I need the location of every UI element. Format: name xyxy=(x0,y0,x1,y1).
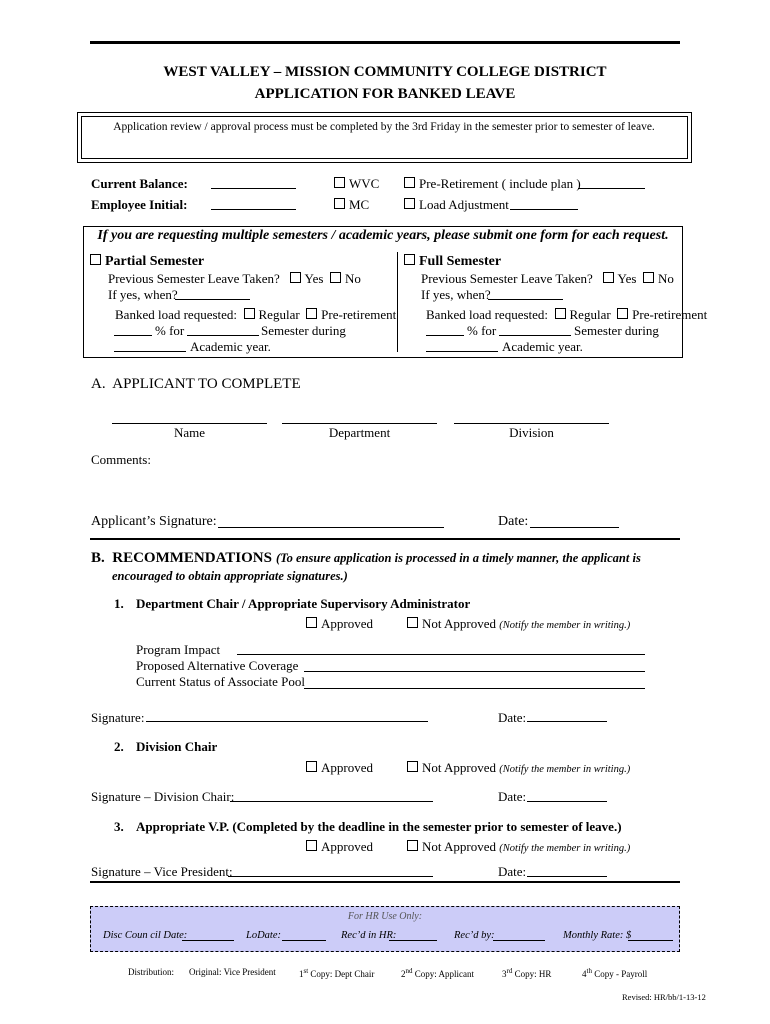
log-date-field[interactable] xyxy=(282,940,326,941)
item2-number: 2. xyxy=(114,739,124,754)
department-label: Department xyxy=(328,425,391,440)
partial-if-yes-field[interactable] xyxy=(175,299,250,300)
section-a-bottom-rule xyxy=(90,538,680,540)
distribution-original: Original: Vice President xyxy=(189,967,276,977)
division-chair-signature-field[interactable] xyxy=(230,801,433,802)
applicant-date-field[interactable] xyxy=(530,527,619,528)
full-if-yes-label: If yes, when? xyxy=(421,287,491,302)
distribution-copy4: 4th Copy - Payroll xyxy=(582,967,648,979)
top-rule xyxy=(90,41,680,44)
checkbox-icon[interactable] xyxy=(603,272,614,283)
vp-signature-label: Signature – Vice President: xyxy=(91,864,233,879)
item1-signature-label: Signature: xyxy=(91,710,145,725)
program-impact-field[interactable] xyxy=(237,654,645,655)
recd-by-label: Rec’d by: xyxy=(454,930,495,941)
checkbox-icon xyxy=(306,840,317,851)
checkbox-icon xyxy=(334,198,345,209)
name-label: Name xyxy=(173,425,206,440)
applicant-signature-field[interactable] xyxy=(218,527,444,528)
hr-box-title: For HR Use Only: xyxy=(347,911,423,922)
full-percent-field[interactable] xyxy=(426,335,464,336)
department-field[interactable] xyxy=(282,423,437,424)
semester-instruction: If you are requesting multiple semesters / academic years, please submit one form for each request. xyxy=(97,228,669,243)
partial-if-yes-label: If yes, when? xyxy=(108,287,178,302)
load-adjustment-field[interactable] xyxy=(510,209,578,210)
partial-pct-for: % for xyxy=(155,323,185,338)
comments-label: Comments: xyxy=(91,452,151,467)
full-semester-option[interactable]: Full Semester xyxy=(404,254,501,270)
checkbox-icon xyxy=(404,177,415,188)
full-academic-year: Academic year. xyxy=(502,339,583,354)
partial-percent-field[interactable] xyxy=(114,335,152,336)
load-adjustment-option[interactable]: Load Adjustment xyxy=(404,197,509,213)
checkbox-icon xyxy=(90,254,101,265)
item2-date-field[interactable] xyxy=(527,801,607,802)
item3-date-label: Date: xyxy=(498,864,527,879)
distribution-copy3: 3rd Copy: HR xyxy=(502,967,552,979)
full-banked-load: Banked load requested: Regular Pre-retirement xyxy=(426,307,708,322)
checkbox-icon[interactable] xyxy=(617,308,628,319)
checkbox-icon[interactable] xyxy=(244,308,255,319)
partial-banked-load: Banked load requested: Regular Pre-retirement xyxy=(115,307,397,322)
item1-approved[interactable]: Approved xyxy=(306,616,373,632)
applicant-date-label: Date: xyxy=(498,514,529,529)
employee-initial-field[interactable] xyxy=(211,209,296,210)
comments-area[interactable] xyxy=(91,470,681,505)
checkbox-icon xyxy=(306,617,317,628)
alt-coverage-field[interactable] xyxy=(304,671,645,672)
checkbox-icon[interactable] xyxy=(290,272,301,283)
division-label: Division xyxy=(509,425,554,440)
distribution-copy2: 2nd Copy: Applicant xyxy=(401,967,474,979)
current-balance-field[interactable] xyxy=(211,188,296,189)
recd-hr-field[interactable] xyxy=(389,940,437,941)
monthly-rate-field[interactable] xyxy=(628,940,673,941)
assoc-pool-field[interactable] xyxy=(304,688,645,689)
checkbox-icon[interactable] xyxy=(643,272,654,283)
item1-title: Department Chair / Appropriate Supervisory Administrator xyxy=(136,596,471,611)
item3-date-field[interactable] xyxy=(527,876,607,877)
item2-date-label: Date: xyxy=(498,789,527,804)
disc-council-field[interactable] xyxy=(182,940,234,941)
division-field[interactable] xyxy=(454,423,609,424)
checkbox-icon xyxy=(404,254,415,265)
distribution-copy1: 1st Copy: Dept Chair xyxy=(299,967,375,979)
section-b-bottom-rule xyxy=(90,881,680,883)
full-year-field[interactable] xyxy=(426,351,498,352)
wvc-option[interactable]: WVC xyxy=(334,176,379,192)
full-if-yes-field[interactable] xyxy=(488,299,563,300)
monthly-rate-label: Monthly Rate: $ xyxy=(563,930,632,941)
item3-not-approved[interactable]: Not Approved (Notify the member in writing.) xyxy=(407,839,630,855)
applicant-signature-label: Applicant’s Signature: xyxy=(91,514,217,529)
page-title: WEST VALLEY – MISSION COMMUNITY COLLEGE DISTRICT xyxy=(163,64,607,80)
revised-note: Revised: HR/bb/1-13-12 xyxy=(622,992,706,1002)
checkbox-icon xyxy=(306,761,317,772)
item3-number: 3. xyxy=(114,819,124,834)
partial-academic-year: Academic year. xyxy=(190,339,271,354)
section-b-heading-line xyxy=(91,549,641,567)
pre-retirement-plan-field[interactable] xyxy=(578,188,645,189)
checkbox-icon xyxy=(407,761,418,772)
recd-hr-label: Rec’d in HR: xyxy=(341,930,397,941)
vp-signature-field[interactable] xyxy=(228,876,433,877)
partial-semester-option[interactable]: Partial Semester xyxy=(90,254,204,270)
pre-retirement-option[interactable]: Pre-Retirement ( include plan ) xyxy=(404,176,581,192)
partial-semester-field[interactable] xyxy=(187,335,259,336)
item2-not-approved[interactable]: Not Approved (Notify the member in writing.) xyxy=(407,760,630,776)
checkbox-icon xyxy=(407,840,418,851)
full-prev-taken: Previous Semester Leave Taken? Yes No xyxy=(421,271,674,286)
section-b-note: (To ensure application is processed in a timely manner, the applicant is xyxy=(275,551,641,565)
item1-date-field[interactable] xyxy=(527,721,607,722)
full-pct-for: % for xyxy=(467,323,497,338)
full-semester-field[interactable] xyxy=(499,335,571,336)
page-subtitle: APPLICATION FOR BANKED LEAVE xyxy=(254,86,516,102)
item1-signature-field[interactable] xyxy=(146,721,428,722)
program-impact-label: Program Impact xyxy=(136,642,221,657)
partial-prev-taken: Previous Semester Leave Taken? Yes No xyxy=(108,271,361,286)
recd-by-field[interactable] xyxy=(493,940,545,941)
notice-text: Application review / approval process must be completed by the 3rd Friday in the semester prior to semester of leave. xyxy=(113,121,655,133)
checkbox-icon[interactable] xyxy=(330,272,341,283)
disc-council-label: Disc Coun cil Date: xyxy=(103,930,188,941)
checkbox-icon[interactable] xyxy=(306,308,317,319)
mc-option[interactable]: MC xyxy=(334,197,369,213)
item2-approved[interactable]: Approved xyxy=(306,760,373,776)
item3-approved[interactable]: Approved xyxy=(306,839,373,855)
full-semester-during: Semester during xyxy=(574,323,659,338)
employee-initial-label: Employee Initial: xyxy=(91,197,188,212)
division-chair-signature-label: Signature – Division Chair: xyxy=(91,789,235,804)
item1-date-label: Date: xyxy=(498,710,527,725)
semester-divider xyxy=(397,252,398,352)
item3-title: Appropriate V.P. (Completed by the deadline in the semester prior to semester of leave.) xyxy=(136,819,622,834)
item1-not-approved[interactable]: Not Approved (Notify the member in writing.) xyxy=(407,616,630,632)
section-b-note-line2: encouraged to obtain appropriate signatures.) xyxy=(112,569,348,583)
partial-semester-during: Semester during xyxy=(261,323,346,338)
checkbox-icon[interactable] xyxy=(555,308,566,319)
item1-number: 1. xyxy=(114,596,124,611)
checkbox-icon xyxy=(334,177,345,188)
item2-title: Division Chair xyxy=(136,739,218,754)
distribution-label: Distribution: xyxy=(128,967,175,977)
name-field[interactable] xyxy=(112,423,267,424)
section-a-heading: A. APPLICANT TO COMPLETE xyxy=(91,376,301,392)
alt-coverage-label: Proposed Alternative Coverage xyxy=(136,658,299,673)
log-date-label: LoDate: xyxy=(246,930,281,941)
checkbox-icon xyxy=(404,198,415,209)
current-balance-label: Current Balance: xyxy=(91,176,188,191)
assoc-pool-label: Current Status of Associate Pool xyxy=(136,674,305,689)
section-b-heading: B. RECOMMENDATIONS xyxy=(91,550,272,566)
checkbox-icon xyxy=(407,617,418,628)
partial-year-field[interactable] xyxy=(114,351,186,352)
